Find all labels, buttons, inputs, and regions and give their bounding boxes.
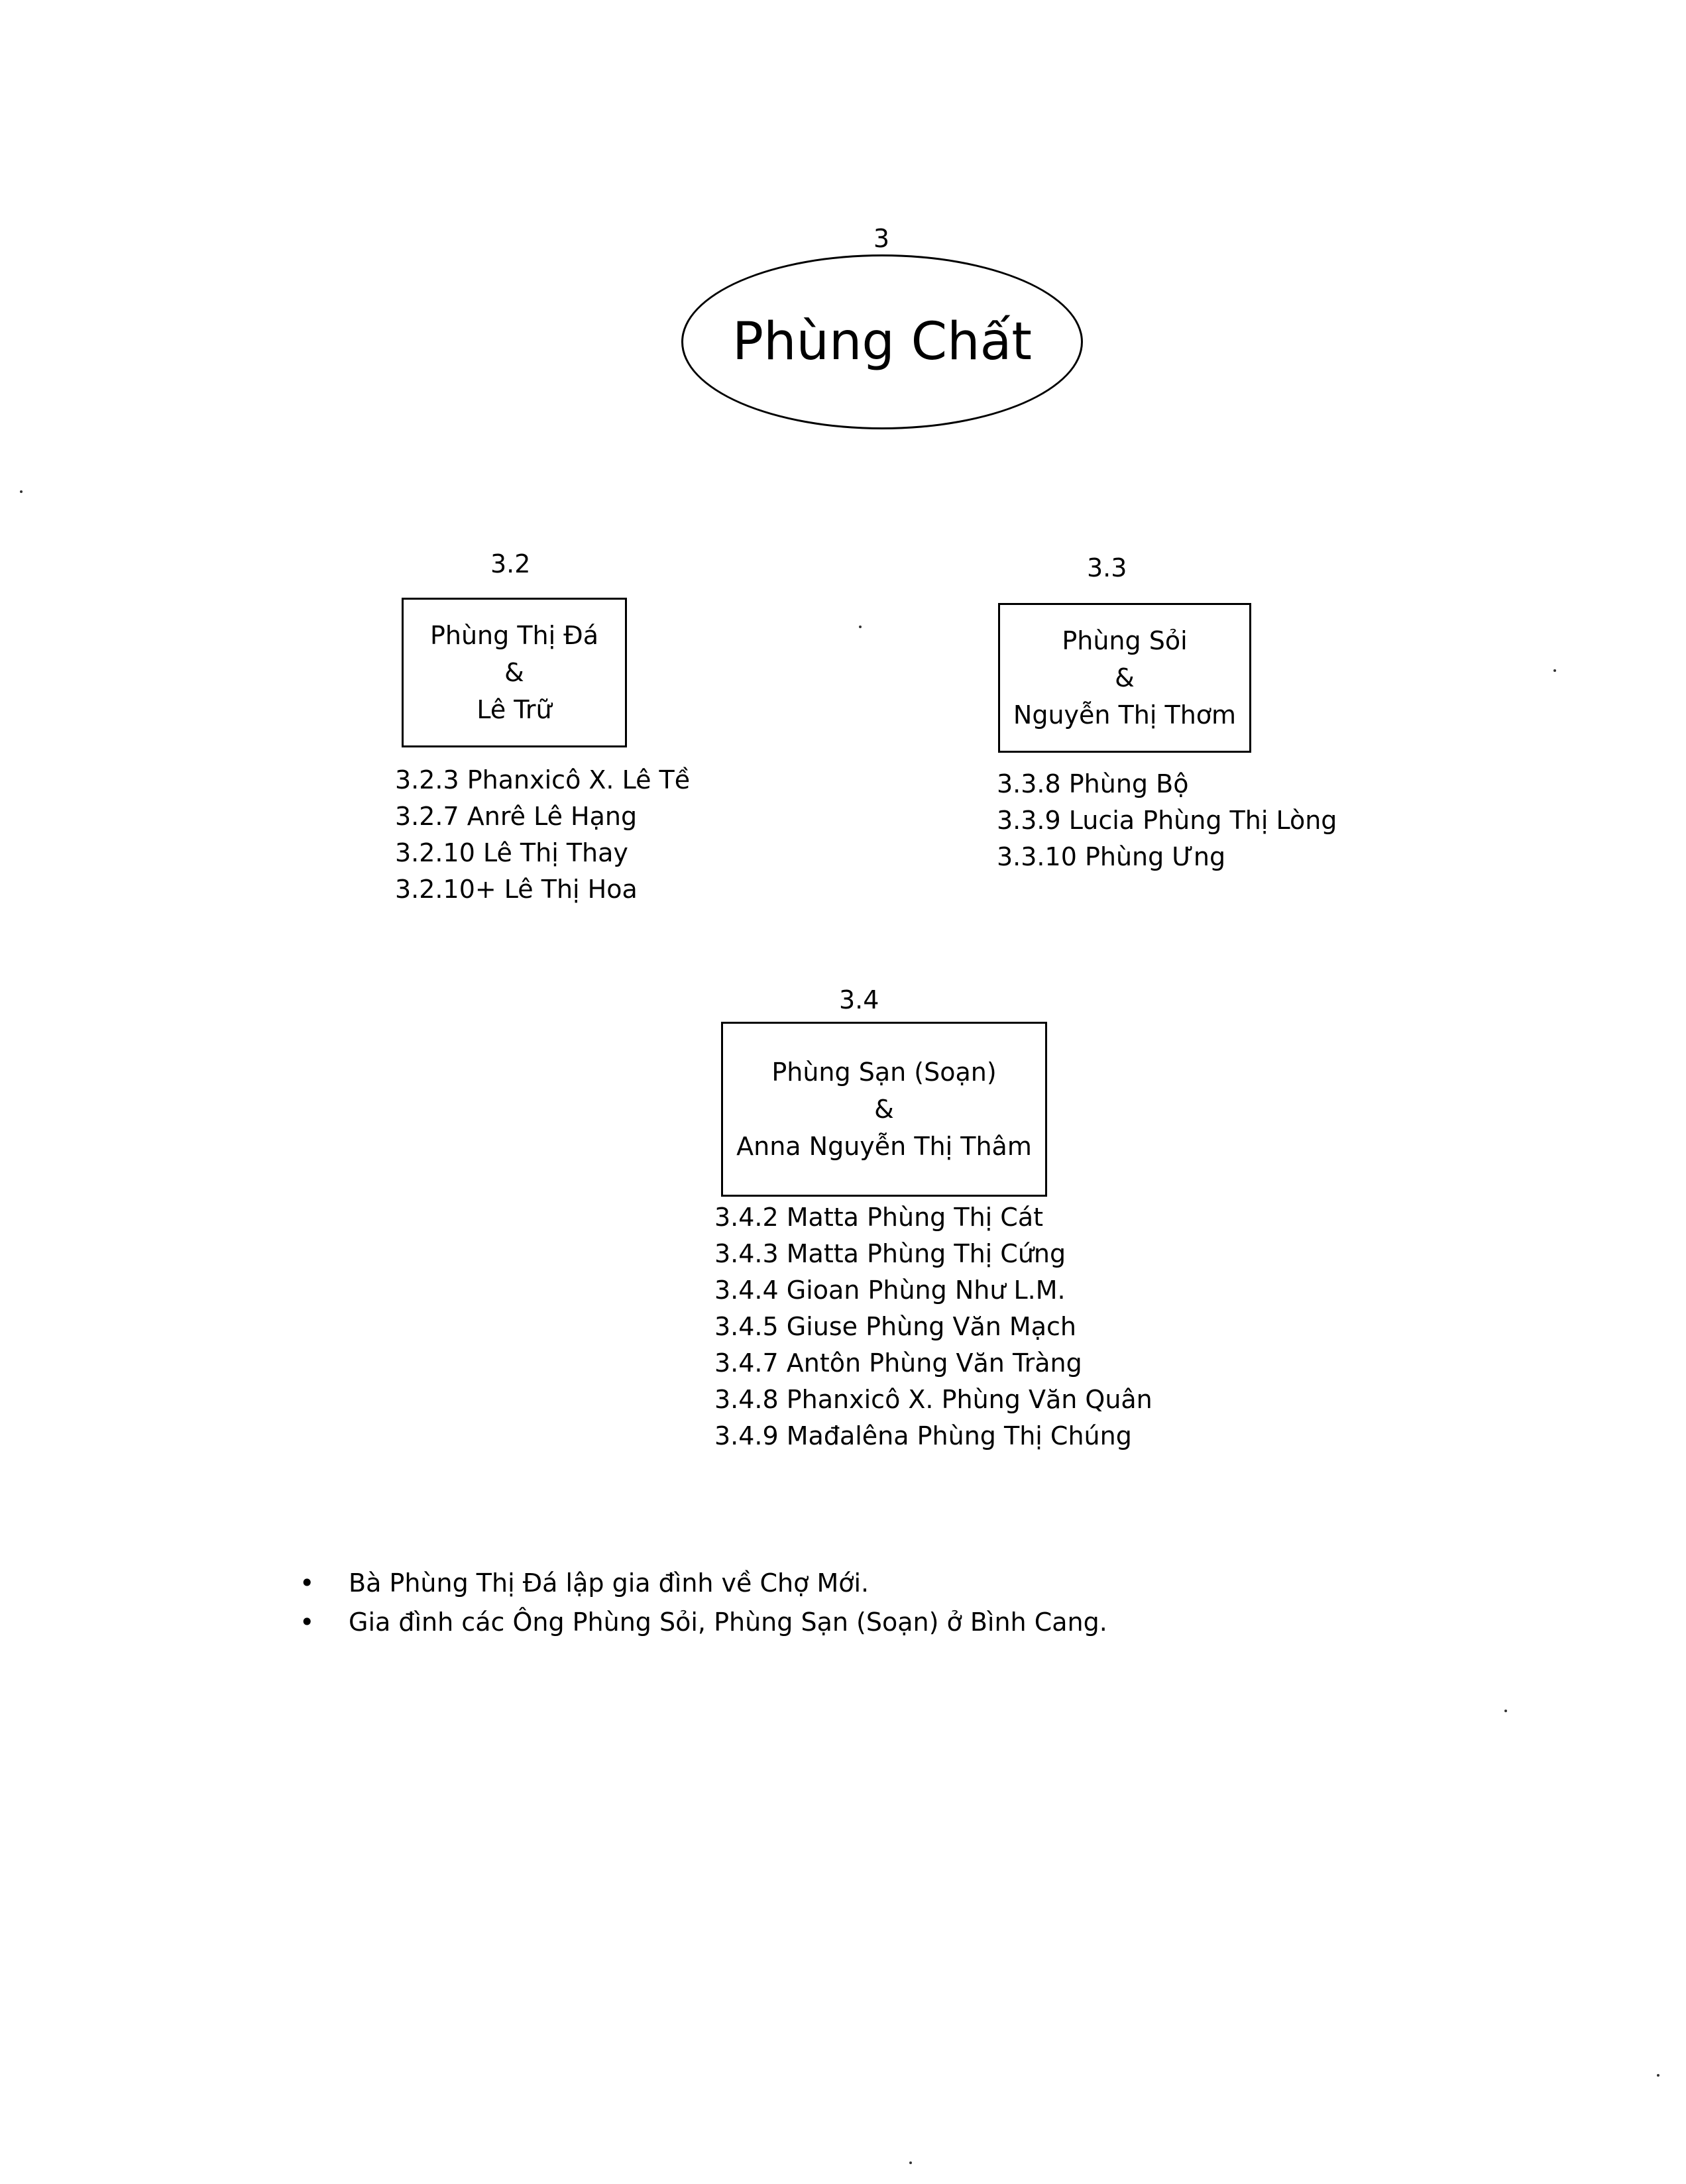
family-couple-box [402, 598, 627, 747]
list-item: 3.2.10+ Lê Thị Hoa [395, 875, 638, 904]
list-item: 3.4.8 Phanxicô X. Phùng Văn Quân [714, 1385, 1152, 1414]
list-item: 3.3.10 Phùng Ưng [997, 842, 1226, 871]
scan-speck [1504, 1710, 1507, 1712]
list-item: 3.2.7 Anrê Lê Hạng [395, 802, 638, 831]
bullet-icon: • [300, 1608, 315, 1637]
root-person-ellipse [681, 254, 1083, 429]
family-couple-box [998, 603, 1251, 753]
note-text: Gia đình các Ông Phùng Sỏi, Phùng Sạn (Soạn) ở Bình Cang. [349, 1608, 1107, 1637]
list-item: 3.4.7 Antôn Phùng Văn Tràng [714, 1348, 1082, 1378]
spouse-name: Phùng Sạn (Soạn) [771, 1058, 997, 1087]
ampersand: & [1115, 663, 1135, 692]
list-item: 3.4.3 Matta Phùng Thị Cứng [714, 1239, 1066, 1268]
list-item: 3.3.8 Phùng Bộ [997, 769, 1189, 798]
spouse-name: Phùng Sỏi [1062, 626, 1188, 655]
ampersand: & [504, 658, 524, 687]
scan-speck [1553, 669, 1556, 672]
note-item [300, 1564, 1107, 1603]
family-number: 3.2 [490, 549, 531, 578]
children-list [714, 1199, 1152, 1454]
list-item: 3.4.2 Matta Phùng Thị Cát [714, 1203, 1044, 1232]
list-item: 3.4.9 Mađalêna Phùng Thị Chúng [714, 1421, 1132, 1450]
family-number: 3.4 [839, 985, 879, 1014]
list-item: 3.4.5 Giuse Phùng Văn Mạch [714, 1312, 1076, 1341]
family-number: 3.3 [1087, 553, 1127, 582]
list-item: 3.4.4 Gioan Phùng Như L.M. [714, 1276, 1066, 1305]
list-item: 3.3.9 Lucia Phùng Thị Lòng [997, 806, 1337, 835]
spouse-name: Lê Trữ [477, 695, 552, 724]
ampersand: & [874, 1095, 894, 1124]
family-couple-box [721, 1022, 1047, 1197]
children-list [997, 766, 1337, 875]
scan-speck [859, 626, 862, 628]
bullet-icon: • [300, 1568, 315, 1598]
note-text: Bà Phùng Thị Đá lập gia đình về Chợ Mới. [349, 1568, 870, 1598]
spouse-name: Anna Nguyễn Thị Thâm [736, 1132, 1032, 1161]
root-number: 3 [873, 224, 890, 253]
notes-list [300, 1564, 1107, 1642]
scan-speck [20, 490, 23, 493]
root-person-name: Phùng Chất [732, 312, 1032, 372]
spouse-name: Phùng Thị Đá [429, 621, 599, 650]
list-item: 3.2.10 Lê Thị Thay [395, 838, 628, 867]
spouse-name: Nguyễn Thị Thơm [1013, 700, 1237, 730]
note-item [300, 1603, 1107, 1642]
children-list [395, 762, 690, 908]
scan-speck [909, 2161, 912, 2164]
list-item: 3.2.3 Phanxicô X. Lê Tề [395, 765, 691, 794]
scan-speck [1657, 2074, 1659, 2077]
